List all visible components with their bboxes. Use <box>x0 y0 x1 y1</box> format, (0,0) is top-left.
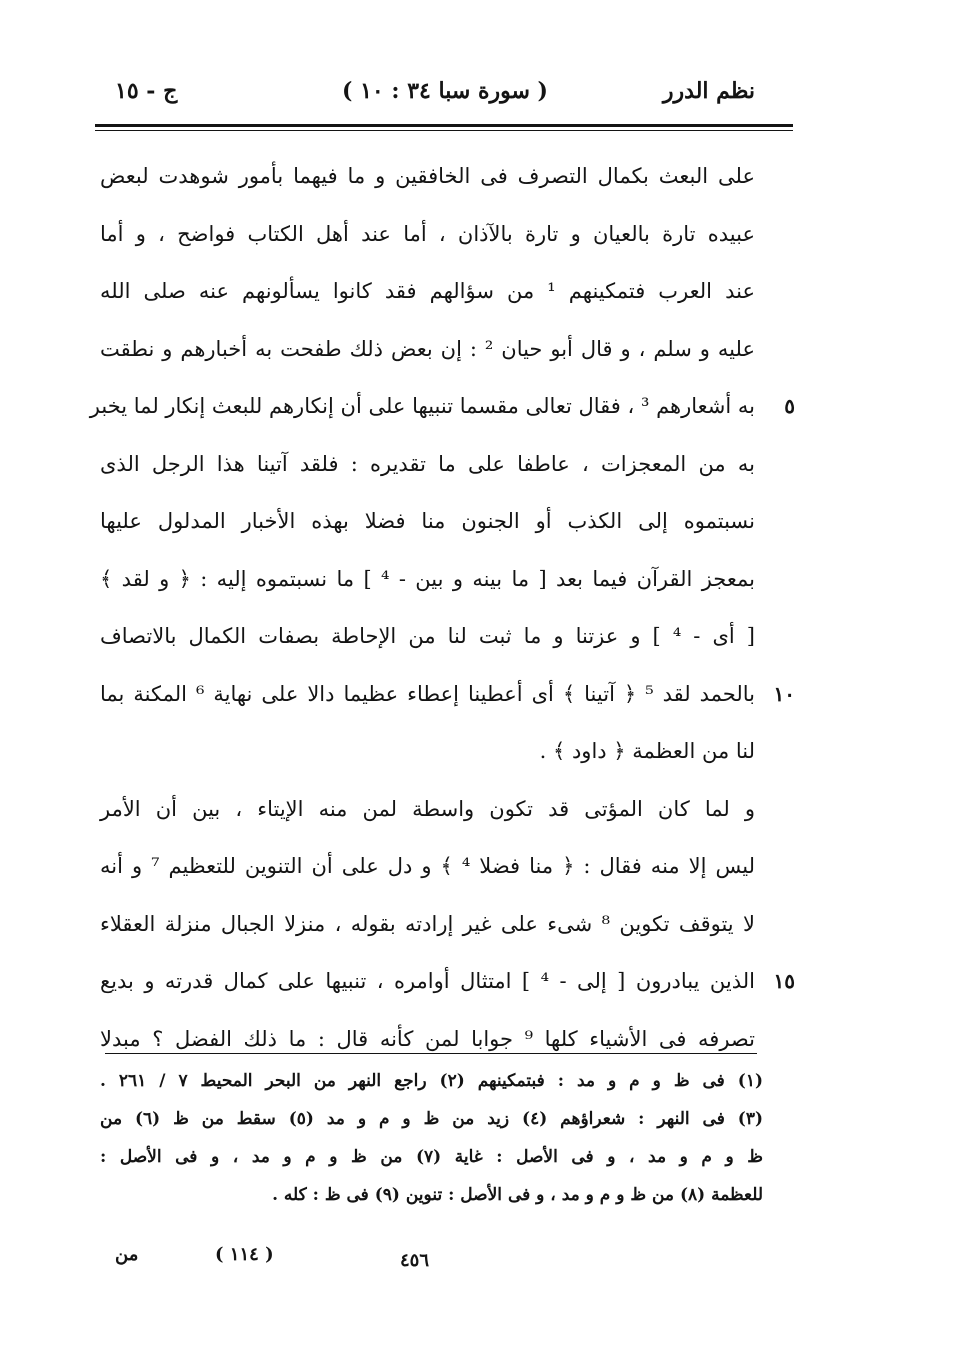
header-rule-thick <box>95 124 793 127</box>
surah-reference: ( سورة سبا ٣٤ : ١٠ ) <box>342 78 548 104</box>
line-number: ١٥ <box>773 969 795 993</box>
header-rule-thin <box>95 130 793 131</box>
footnote-line: ظ و م و مد ، و فى الأصل : غاية (٧) من ظ و م و مد ، و فى الأصل : <box>100 1147 763 1167</box>
footnote-line: (١) فى ظ و م و مد : فبتمكينهم (٢) راجع النهر من البحر المحيط ٧ / ٢٦١ . <box>100 1071 763 1091</box>
running-header <box>95 72 795 120</box>
footnote-separator <box>105 1053 757 1054</box>
text-line: [ أى - ⁴ ] و عزتنا و ما ثبت لنا من الإحاطة بصفات الكمال بالاتصاف <box>100 624 755 648</box>
book-title: نظم الدرر <box>662 78 755 104</box>
catchword: من <box>115 1244 139 1265</box>
part-reference: ج - ١٥ <box>115 78 178 104</box>
text-line: عليه و سلم ، و قال أبو حيان ² : إن بعض ذلك طفحت به أخبارهم و نطقت <box>100 336 755 361</box>
text-line: ١٠ بالحمد لقد ⁵ ﴿ آتينا ﴾ أى أعطينا إعطاء عظيما دالا على نهاية ⁶ المكنة بما <box>100 666 755 724</box>
text-line: على البعث بكمال التصرف فى الخافقين و ما فيهما بأمور شوهدت لبعض <box>100 164 755 188</box>
text-line: نسبتموه إلى الكذب أو الجنون منا فضلا بهذه الأخبار المدلول عليها <box>100 509 755 533</box>
text-line: لا يتوقف تكوين ⁸ شىء على غير إرادته بقوله ، منزلا الجبال منزلة العقلاء <box>100 911 755 936</box>
footnote-line: للعظمة (٨) من ظ و م و مد ، و فى الأصل : تنوين (٩) فى ظ : كله . <box>272 1185 763 1205</box>
volume-marker: ( ١١٤ ) <box>215 1244 274 1265</box>
page-footer <box>105 1244 705 1274</box>
text-line-short: لنا من العظمة ﴿ داود ﴾ . <box>539 739 755 763</box>
text-line: عبيده تارة بالعيان و تارة بالآذان ، أما عند أهل الكتاب فواضح ، و أما <box>100 221 755 246</box>
line-number: ٥ <box>784 394 795 418</box>
text-line: ليس إلا منه فقال : ﴿ منا فضلا ⁴ ﴾ و دل على أن التنوين للتعظيم ⁷ و أنه <box>100 854 755 878</box>
main-text <box>89 148 795 1068</box>
text-line: ٥ به أشعارهم ³ ، فقال تعالى مقسما تنبيها على أن إنكارهم للبعث إنكار لما يخبر <box>100 378 755 436</box>
text-line: به من المعجزات ، عاطفا على ما تقديره : فلقد آتينا هذا الرجل الذى <box>100 451 755 476</box>
text-line: و لما كان المؤتى قد تكون واسطة لمن منه الإيتاء ، بين أن الأمر <box>100 796 755 821</box>
footnote-line: (٣) فى النهر : شعراؤهم (٤) زيد من ظ و م و مد (٥) سقط من ظ (٦) من <box>100 1109 764 1129</box>
line-number: ١٠ <box>773 681 795 706</box>
page-number: ٤٥٦ <box>400 1250 430 1271</box>
text-line: ١٥ الذين يبادرون [ إلى - ⁴ ] امتثال أوامره ، تنبيها على كمال قدرته و بديع <box>100 953 755 1011</box>
footnotes <box>100 1062 763 1214</box>
text-line: عند العرب فتمكينهم ¹ من سؤالهم فقد كانوا يسألونهم عنه صلى الله <box>100 279 755 303</box>
text-line: تصرفه فى الأشياء كلها ⁹ جوابا لمن كأنه قال : ما ذلك الفضل ؟ مبدلا <box>100 1026 755 1051</box>
text-line: بمعجز القرآن فيما بعد [ ما بينه و بين - ⁴ ] ما نسبتموه إليه : ﴿ و لقد ﴾ <box>100 566 755 591</box>
